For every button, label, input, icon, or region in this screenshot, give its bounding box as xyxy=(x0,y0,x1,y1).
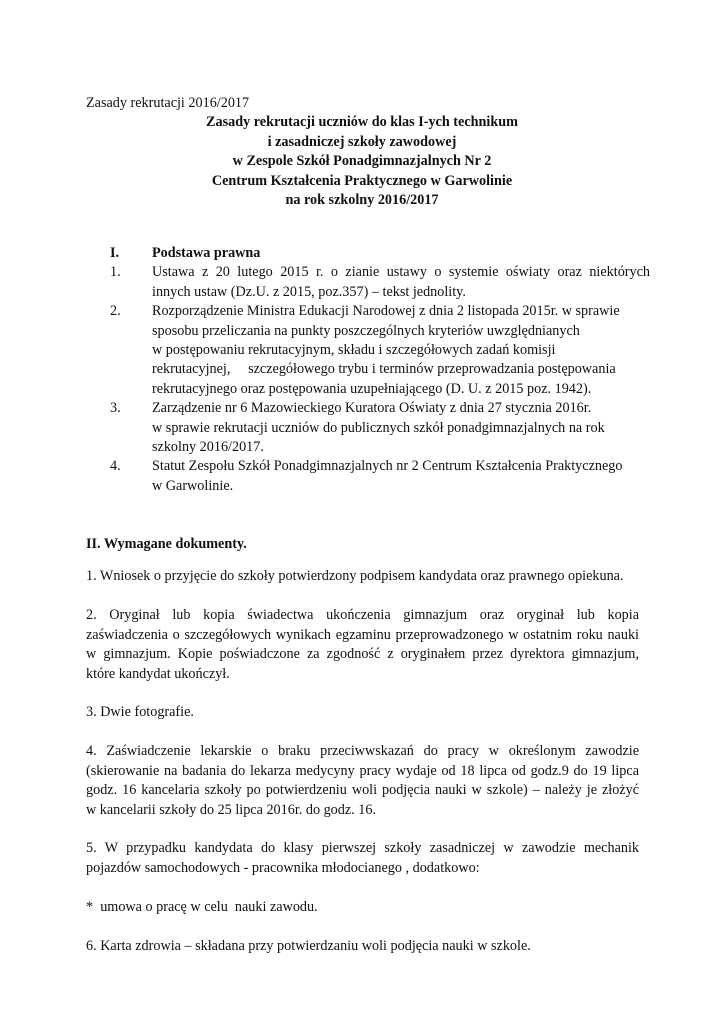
paragraph xyxy=(86,898,639,917)
section-title: II. Wymagane dokumenty. xyxy=(86,536,247,552)
title-line: Centrum Kształcenia Praktycznego w Garwolinie xyxy=(211,172,513,189)
paragraph xyxy=(86,703,639,722)
paragraph xyxy=(86,742,639,820)
text-line: zaświadczenia o szczegółowych wynikach egzaminu przeprowadzonego w ostatnim roku nauki xyxy=(86,626,639,643)
text-line: godz. 16 kancelaria szkoły po potwierdzeniu woli podjęcia nauki w szkole) – należy je złożyć xyxy=(86,782,639,799)
title-line: na rok szkolny 2016/2017 xyxy=(285,192,439,208)
list-item xyxy=(110,457,650,496)
paragraph xyxy=(86,567,639,586)
list-item xyxy=(110,399,650,457)
list-item-number: 4. xyxy=(110,458,121,475)
section-required-documents xyxy=(86,535,639,976)
text-line: 2. Oryginał lub kopia świadectwa ukończenia gimnazjum oraz oryginał lub kopia xyxy=(86,607,639,624)
text-line: 6. Karta zdrowia – składana przy potwierdzaniu woli podjęcia nauki w szkole. xyxy=(86,937,531,954)
title-line: Zasady rekrutacji uczniów do klas I-ych technikum xyxy=(206,114,518,130)
text-line: które kandydat ukończył. xyxy=(86,665,230,682)
paragraph xyxy=(86,839,639,878)
list-item-text xyxy=(152,457,650,496)
list-item-text xyxy=(152,263,650,302)
text-line: szkolny 2016/2017. xyxy=(152,439,264,456)
list-item-number: 2. xyxy=(110,303,121,320)
list-item-number: 3. xyxy=(110,400,121,417)
text-line: * umowa o pracę w celu nauki zawodu. xyxy=(86,898,318,915)
list-item-text xyxy=(152,302,650,399)
section-title: Podstawa prawna xyxy=(152,245,261,261)
text-line: w gimnazjum. Kopie poświadczone za zgodność z oryginałem przez dyrektora gimnazjum, xyxy=(86,646,639,663)
list-item xyxy=(110,302,650,399)
list-item-number: 1. xyxy=(110,264,121,281)
text-line: w sprawie rekrutacji uczniów do publicznych szkół ponadgimnazjalnych na rok xyxy=(152,419,605,436)
text-line: (skierowanie na badania do lekarza medycyny pracy wydaje od 18 lipca od godz.9 do 19 lipca xyxy=(86,762,639,779)
text-line: rekrutacyjnej, szczegółowego trybu i terminów przeprowadzania postępowania xyxy=(152,361,616,378)
section-legal-basis xyxy=(110,244,650,496)
text-line: pojazdów samochodowych - pracownika młodocianego , dodatkowo: xyxy=(86,859,480,876)
text-line: w kancelarii szkoły do 25 lipca 2016r. do godz. 16. xyxy=(86,801,376,818)
title-line: w Zespole Szkół Ponadgimnazjalnych Nr 2 xyxy=(232,153,492,169)
text-line: Ustawa z 20 lutego 2015 r. o zianie ustawy o systemie oświaty oraz niektórych xyxy=(152,264,650,281)
text-line: Rozporządzenie Ministra Edukacji Narodowej z dnia 2 listopada 2015r. w sprawie xyxy=(152,303,620,320)
list-item-text xyxy=(152,399,650,457)
text-line: rekrutacyjnego oraz postępowania uzupełniającego (D. U. z 2015 poz. 1942). xyxy=(152,380,592,397)
list-item xyxy=(110,263,650,302)
document-title xyxy=(86,113,638,211)
text-line: w postępowaniu rekrutacyjnym, składu i szczegółowych zadań komisji xyxy=(152,342,556,359)
text-line: Zarządzenie nr 6 Mazowieckiego Kuratora Oświaty z dnia 27 stycznia 2016r. xyxy=(152,400,592,417)
text-line: 3. Dwie fotografie. xyxy=(86,704,194,721)
section-number: I. xyxy=(110,245,120,261)
paragraph xyxy=(86,937,639,956)
text-line: 4. Zaświadczenie lekarskie o braku przeciwwskazań do pracy w określonym zawodzie xyxy=(86,743,639,760)
title-line: i zasadniczej szkoły zawodowej xyxy=(267,133,457,150)
text-line: Statut Zespołu Szkół Ponadgimnazjalnych nr 2 Centrum Kształcenia Praktycznego xyxy=(152,458,623,475)
text-line: sposobu przeliczania na punkty poszczególnych kryteriów uwzględnianych xyxy=(152,322,580,339)
section-heading xyxy=(110,244,650,263)
text-line: 5. W przypadku kandydata do klasy pierwszej szkoły zasadniczej w zawodzie mechanik xyxy=(86,840,639,857)
text-line: innych ustaw (Dz.U. z 2015, poz.357) – tekst jednolity. xyxy=(152,283,466,300)
text-line: w Garwolinie. xyxy=(152,477,234,494)
document-header: Zasady rekrutacji 2016/2017 xyxy=(86,95,250,111)
text-line: 1. Wniosek o przyjęcie do szkoły potwierdzony podpisem kandydata oraz prawnego opiekuna. xyxy=(86,568,624,585)
